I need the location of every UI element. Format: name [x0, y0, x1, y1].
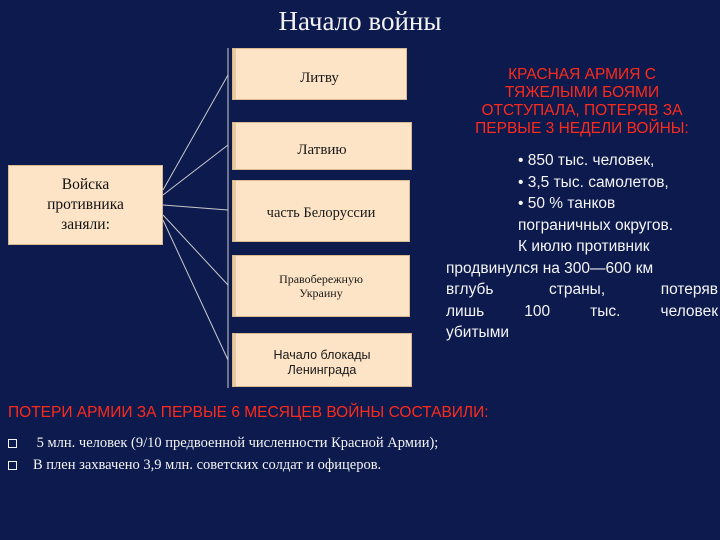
six-month-losses-heading: ПОТЕРИ АРМИИ ЗА ПЕРВЫЕ 6 МЕСЯЦЕВ ВОЙНЫ СОСТАВИЛИ: [8, 404, 489, 421]
advance-line: лишь 100 тыс. человек [446, 302, 718, 320]
connector-line [163, 215, 228, 285]
list-item-text: 5 млн. человек (9/10 предвоенной численности Красной Армии); [33, 434, 439, 451]
connector-line [163, 220, 228, 360]
region-label: часть Белоруссии [266, 205, 376, 222]
region-label: Латвию [297, 142, 347, 158]
region-box-ukraine [232, 255, 410, 317]
loss-item: • 850 тыс. человек, [518, 152, 655, 169]
advance-line: продвинулся на 300—600 км [446, 259, 654, 277]
list-item [8, 432, 708, 454]
slide-title: Начало войны [278, 6, 442, 36]
heading-line: КРАСНАЯ АРМИЯ С [508, 66, 656, 83]
list-item [8, 454, 708, 476]
loss-item: • 50 % танков [518, 195, 616, 212]
region-box-belarus [232, 180, 410, 242]
region-box-leningrad [232, 333, 412, 387]
advance-line: К июлю противник [518, 238, 650, 255]
loss-item: пограничных округов. [518, 216, 674, 234]
source-box [8, 165, 163, 245]
loss-item: • 3,5 тыс. самолетов, [518, 173, 669, 191]
red-army-heading [446, 66, 718, 138]
advance-line: убитыми [446, 324, 510, 341]
square-bullet-icon [8, 461, 17, 470]
heading-line: ПЕРВЫЕ 3 НЕДЕЛИ ВОЙНЫ: [475, 120, 689, 137]
source-line-3: заняли: [61, 216, 110, 234]
six-month-losses-list [8, 432, 708, 476]
square-bullet-icon [8, 439, 17, 448]
region-box-lithuania [232, 48, 407, 100]
list-item-text: В плен захвачено 3,9 млн. советских солдат и офицеров. [33, 456, 382, 473]
region-box-latvia [232, 122, 412, 170]
connector-line [163, 145, 228, 195]
region-label: Литву [300, 70, 339, 86]
region-label: Правобережную Украину [279, 271, 363, 300]
red-army-losses [446, 150, 718, 344]
region-label: Начало блокады Ленинграда [273, 348, 371, 377]
heading-line: ОТСТУПАЛА, ПОТЕРЯВ ЗА [481, 102, 683, 119]
heading-line: ТЯЖЕЛЫМИ БОЯМИ [504, 84, 660, 101]
source-line-2: противника [47, 195, 124, 213]
source-line-1: Войска [61, 175, 110, 193]
connector-line [163, 75, 228, 190]
advance-line: вглубь страны, потеряв [446, 281, 718, 298]
connector-line [163, 205, 228, 210]
